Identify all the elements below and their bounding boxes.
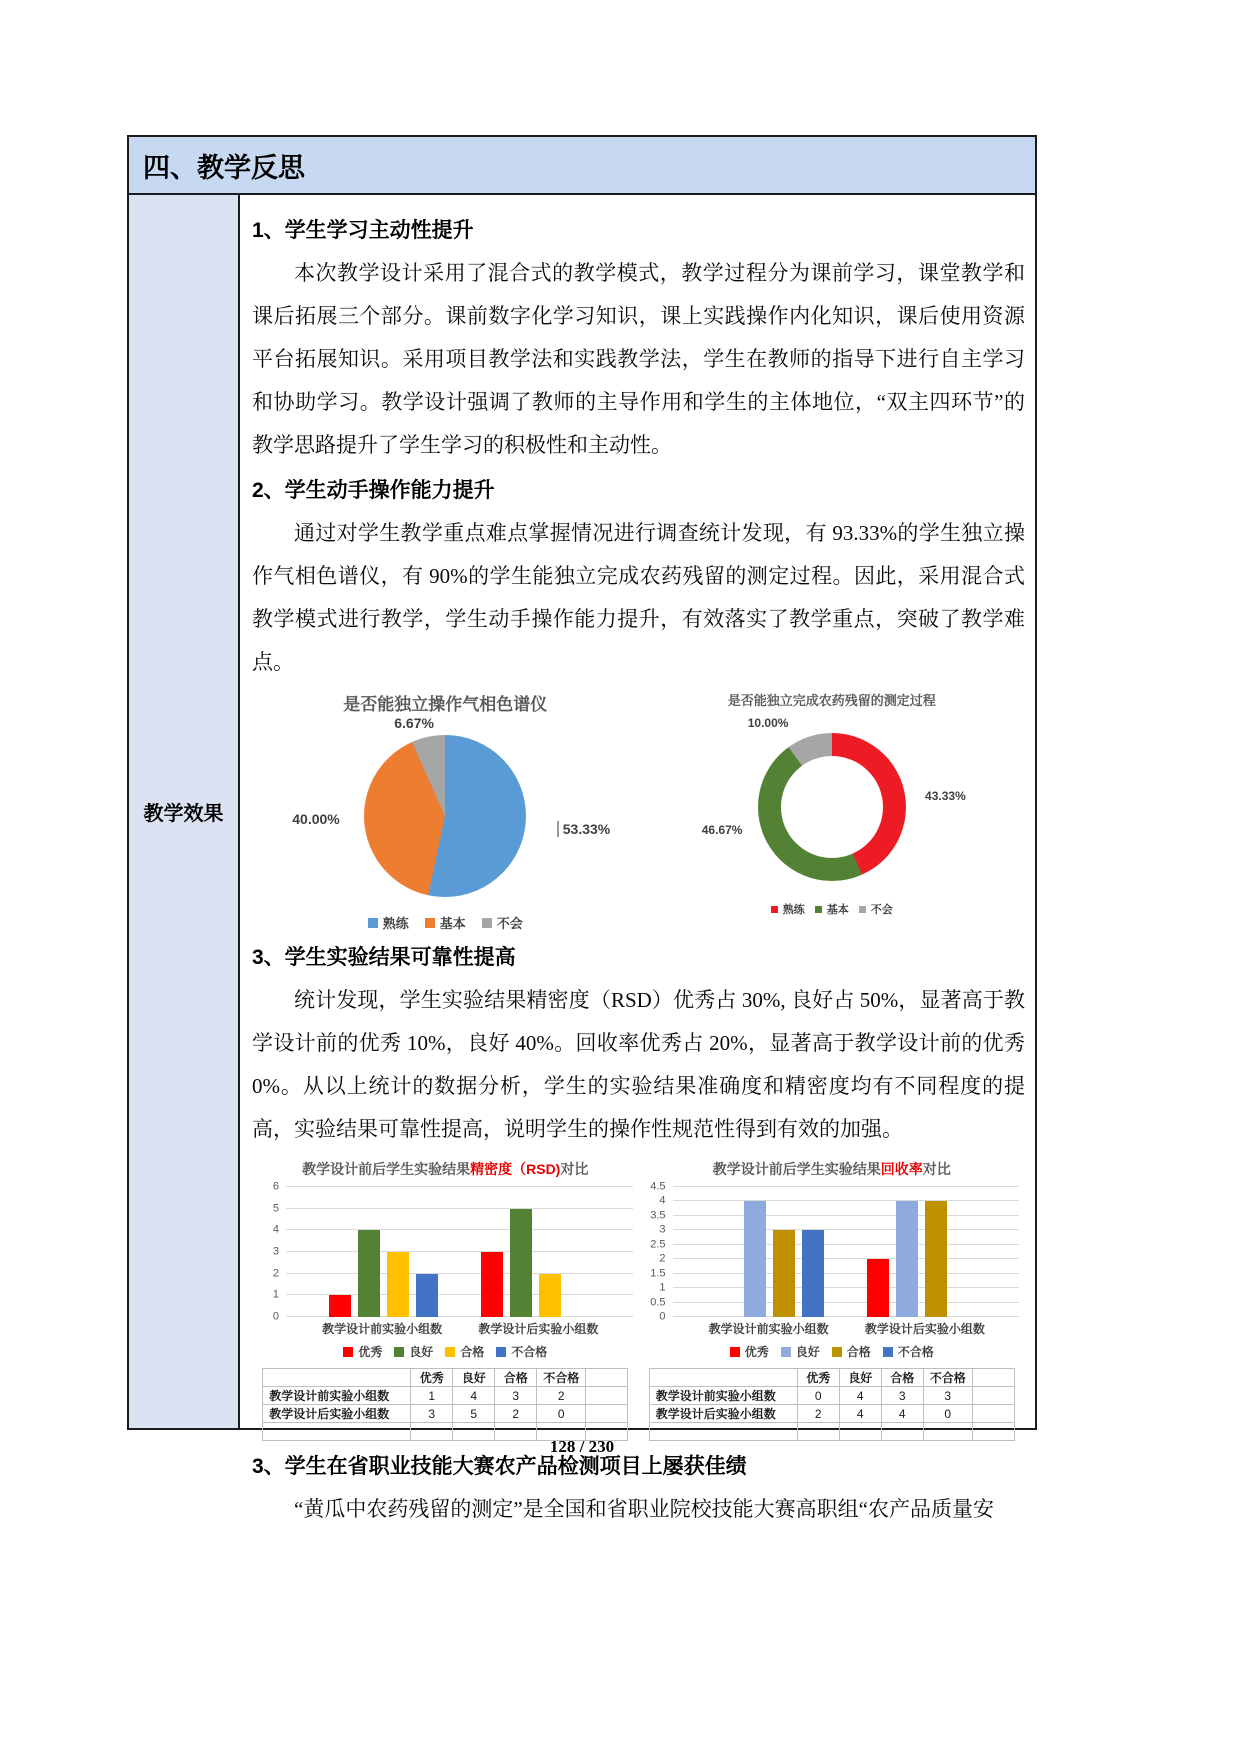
chart-title — [256, 1159, 635, 1179]
table-cell: 4 — [453, 1387, 495, 1405]
table-header-cell: 良好 — [453, 1369, 495, 1387]
legend-swatch — [883, 1347, 893, 1357]
table-cell — [586, 1369, 628, 1387]
y-axis-label: 3.5 — [650, 1209, 666, 1222]
legend-item — [496, 1343, 547, 1360]
legend-item — [343, 1343, 382, 1360]
legend-swatch — [496, 1347, 506, 1357]
legend-label: 不会 — [496, 916, 523, 931]
legend-label: 熟练 — [382, 916, 409, 931]
category-label: 教学设计前实验小组数 — [708, 1322, 829, 1336]
category-axis — [673, 1320, 1022, 1337]
y-axis-label: 1.5 — [650, 1267, 666, 1280]
bar-group — [867, 1187, 976, 1317]
section-header-row — [129, 137, 1035, 195]
title-highlight: 回收率 — [880, 1161, 923, 1177]
plot-area — [673, 1187, 1020, 1317]
legend-item — [394, 1343, 433, 1360]
y-axis-label: 0 — [659, 1310, 666, 1323]
bar-plot — [643, 1180, 1022, 1323]
table-header-cell: 教学设计前实验小组数 — [263, 1387, 411, 1405]
y-axis-label: 6 — [272, 1180, 279, 1193]
legend-item — [445, 1343, 484, 1360]
table-row — [263, 1405, 628, 1423]
title-highlight: 精密度（RSD) — [470, 1161, 561, 1177]
chart-title: 是否能独立完成农药残留的测定过程 — [727, 693, 936, 708]
paragraph-competition-results: “黄瓜中农药残留的测定”是全国和省职业院校技能大赛高职组“农产品质量安 — [294, 1497, 994, 1521]
chart-data-table — [262, 1368, 628, 1441]
legend-item — [425, 913, 466, 932]
legend-item — [482, 913, 523, 932]
legend-swatch — [815, 906, 822, 913]
bar-优秀 — [329, 1295, 351, 1317]
data-label: 40.00% — [292, 811, 340, 827]
bar-chart-rsd — [252, 1159, 639, 1441]
table-row — [649, 1369, 1014, 1387]
y-axis-label: 1 — [272, 1288, 279, 1301]
data-label: 53.33% — [557, 821, 610, 837]
chart-title — [643, 1159, 1022, 1179]
table-cell: 3 — [881, 1387, 923, 1405]
legend-item — [832, 1343, 871, 1360]
table-cell: 2 — [797, 1405, 839, 1423]
pie-chart-gc-operation — [252, 690, 639, 932]
paragraph-result-reliability: 统计发现，学生实验结果精密度（RSD）优秀占 30%, 良好占 50%，显著高于教学设计前的优秀 10%，良好 40%。回收率优秀占 20%，显著高于教学设计前的优秀 0%。从以上统计的数据分析，学生的实验结果准确度和精密度均有不同程度的提高，实验结果可靠性提高，说明学生的操作性规范性得到有效的加强。 — [252, 988, 1025, 1141]
table-cell: 4 — [881, 1405, 923, 1423]
data-label: 10.00% — [747, 716, 789, 730]
title-text: 对比 — [922, 1161, 951, 1177]
heading-learning-initiative: 1、学生学习主动性提升 — [252, 219, 474, 242]
legend-label: 熟练 — [782, 904, 805, 916]
table-cell — [586, 1387, 628, 1405]
legend-swatch — [730, 1347, 740, 1357]
title-text: 教学设计前后学生实验结果 — [302, 1161, 471, 1177]
table-header-cell: 良好 — [839, 1369, 881, 1387]
table-cell: 0 — [537, 1405, 586, 1423]
legend-swatch — [859, 906, 866, 913]
title-text: 对比 — [560, 1161, 589, 1177]
table-header-cell: 教学设计后实验小组数 — [263, 1405, 411, 1423]
paragraph-hands-on-ability: 通过对学生教学重点难点掌握情况进行调查统计发现，有 93.33%的学生独立操作气相色谱仪，有 90%的学生能独立完成农药残留的测定过程。因此，采用混合式教学模式进行教学，学生动手操作能力提升，有效落实了教学重点，突破了教学难点。 — [252, 521, 1025, 674]
page-number: 128 / 230 — [549, 1437, 615, 1456]
table-cell — [972, 1405, 1014, 1423]
title-text: 教学设计前后学生实验结果 — [712, 1161, 881, 1177]
legend-swatch — [781, 1347, 791, 1357]
heading-hands-on-ability: 2、学生动手操作能力提升 — [252, 479, 495, 502]
bar-group — [329, 1187, 438, 1317]
table-cell: 0 — [797, 1387, 839, 1405]
table-header-cell: 优秀 — [411, 1369, 453, 1387]
legend-swatch — [343, 1347, 353, 1357]
category-label: 教学设计后实验小组数 — [864, 1322, 985, 1336]
table-cell — [972, 1387, 1014, 1405]
table-header-cell: 优秀 — [797, 1369, 839, 1387]
table-cell: 2 — [495, 1405, 537, 1423]
chart-legend — [256, 1343, 635, 1360]
bar-良好 — [510, 1209, 532, 1317]
table-cell — [972, 1369, 1014, 1387]
table-row — [649, 1387, 1014, 1405]
legend-item — [781, 1343, 820, 1360]
bar-groups — [286, 1187, 633, 1317]
pie-wrap — [701, 716, 966, 881]
y-axis — [256, 1180, 286, 1323]
bar-不合格 — [802, 1230, 824, 1317]
table-row — [649, 1405, 1014, 1423]
y-axis-label: 5 — [272, 1202, 279, 1215]
data-label: 43.33% — [925, 789, 966, 803]
table-header-cell: 合格 — [881, 1369, 923, 1387]
legend-item — [730, 1343, 769, 1360]
bar-groups — [673, 1187, 1020, 1317]
y-axis-label: 2 — [272, 1267, 279, 1280]
section-title: 四、教学反思 — [143, 152, 305, 183]
bar-group — [481, 1187, 590, 1317]
legend-label: 基本 — [826, 904, 849, 916]
bar-合格 — [925, 1201, 947, 1317]
y-axis-label: 4 — [659, 1194, 666, 1207]
legend-item — [771, 901, 805, 917]
chart-legend — [639, 901, 1026, 917]
table-header-cell: 教学设计前实验小组数 — [649, 1387, 797, 1405]
legend-swatch — [425, 918, 435, 928]
table-cell — [649, 1369, 797, 1387]
pie-wrap — [292, 715, 611, 897]
y-axis-label: 3 — [659, 1223, 666, 1236]
table-cell: 3 — [495, 1387, 537, 1405]
legend-item — [368, 913, 409, 932]
legend-label: 良好 — [409, 1345, 434, 1359]
legend-swatch — [394, 1347, 404, 1357]
row-label-cell — [129, 195, 240, 1428]
legend-label: 不合格 — [511, 1345, 548, 1359]
y-axis-label: 2 — [659, 1252, 666, 1265]
bar-chart-recovery — [639, 1159, 1026, 1441]
bar-group — [715, 1187, 824, 1317]
legend-item — [883, 1343, 934, 1360]
pie — [364, 735, 526, 897]
legend-item — [815, 901, 849, 917]
table-cell — [263, 1369, 411, 1387]
table-cell: 1 — [411, 1387, 453, 1405]
table-header-cell: 合格 — [495, 1369, 537, 1387]
table-cell — [586, 1405, 628, 1423]
table-cell: 4 — [839, 1387, 881, 1405]
table-cell: 2 — [537, 1387, 586, 1405]
y-axis-label: 3 — [272, 1245, 279, 1258]
legend-label: 优秀 — [744, 1345, 769, 1359]
table-cell: 5 — [453, 1405, 495, 1423]
table-cell: 4 — [839, 1405, 881, 1423]
legend-label: 合格 — [846, 1345, 871, 1359]
table-cell: 3 — [411, 1405, 453, 1423]
table-header-cell: 不合格 — [537, 1369, 586, 1387]
legend-swatch — [445, 1347, 455, 1357]
y-axis-label: 1 — [659, 1281, 666, 1294]
y-axis-label: 2.5 — [650, 1238, 666, 1251]
legend-label: 合格 — [460, 1345, 485, 1359]
legend-label: 良好 — [795, 1345, 820, 1359]
y-axis-label: 0 — [272, 1310, 279, 1323]
bar-良好 — [744, 1201, 766, 1317]
chart-legend — [643, 1343, 1022, 1360]
bar-良好 — [358, 1230, 380, 1317]
plot-area — [286, 1187, 633, 1317]
table-row — [263, 1369, 628, 1387]
legend-item — [859, 901, 893, 917]
bar-合格 — [773, 1230, 795, 1317]
bar-不合格 — [416, 1274, 438, 1317]
bar-良好 — [896, 1201, 918, 1317]
chart-title: 是否能独立操作气相色谱仪 — [343, 695, 548, 714]
data-label: 6.67% — [394, 715, 434, 731]
bar-优秀 — [481, 1252, 503, 1317]
table-header-cell: 教学设计后实验小组数 — [649, 1405, 797, 1423]
y-axis — [643, 1180, 673, 1323]
donut-chart-pesticide-test — [639, 690, 1026, 932]
bar-plot — [256, 1180, 635, 1323]
legend-swatch — [832, 1347, 842, 1357]
category-axis — [286, 1320, 635, 1337]
bar-合格 — [387, 1252, 409, 1317]
legend-label: 基本 — [439, 916, 466, 931]
legend-label: 优秀 — [358, 1345, 383, 1359]
heading-competition-results: 3、学生在省职业技能大赛农产品检测项目上屡获佳绩 — [252, 1455, 747, 1478]
legend-label: 不合格 — [897, 1345, 934, 1359]
legend-swatch — [368, 918, 378, 928]
table-cell: 3 — [923, 1387, 972, 1405]
chart-data-table — [649, 1368, 1015, 1441]
heading-result-reliability: 3、学生实验结果可靠性提高 — [252, 946, 516, 969]
table-row — [263, 1387, 628, 1405]
data-label: 46.67% — [701, 823, 743, 837]
y-axis-label: 4 — [272, 1223, 279, 1236]
bar-优秀 — [867, 1259, 889, 1317]
bar-合格 — [539, 1274, 561, 1317]
category-label: 教学设计前实验小组数 — [322, 1322, 443, 1336]
y-axis-label: 0.5 — [650, 1296, 666, 1309]
bar-charts-row — [252, 1159, 1025, 1441]
y-axis-label: 4.5 — [650, 1180, 666, 1193]
table-cell: 0 — [923, 1405, 972, 1423]
pie-charts-row — [252, 690, 1025, 932]
legend-label: 不会 — [870, 904, 893, 916]
legend-swatch — [482, 918, 492, 928]
row-label: 教学效果 — [143, 803, 224, 825]
donut — [758, 733, 906, 881]
legend-swatch — [771, 906, 778, 913]
table-header-cell: 不合格 — [923, 1369, 972, 1387]
paragraph-learning-initiative: 本次教学设计采用了混合式的教学模式，教学过程分为课前学习，课堂教学和课后拓展三个部分。课前数字化学习知识，课上实践操作内化知识，课后使用资源平台拓展知识。采用项目教学法和实践教学法，学生在教师的指导下进行自主学习和协助学习。教学设计强调了教师的主导作用和学生的主体地位，“双主四环节”的教学思路提升了学生学习的积极性和主动性。 — [252, 261, 1025, 457]
chart-legend — [252, 913, 639, 932]
category-label: 教学设计后实验小组数 — [478, 1322, 599, 1336]
